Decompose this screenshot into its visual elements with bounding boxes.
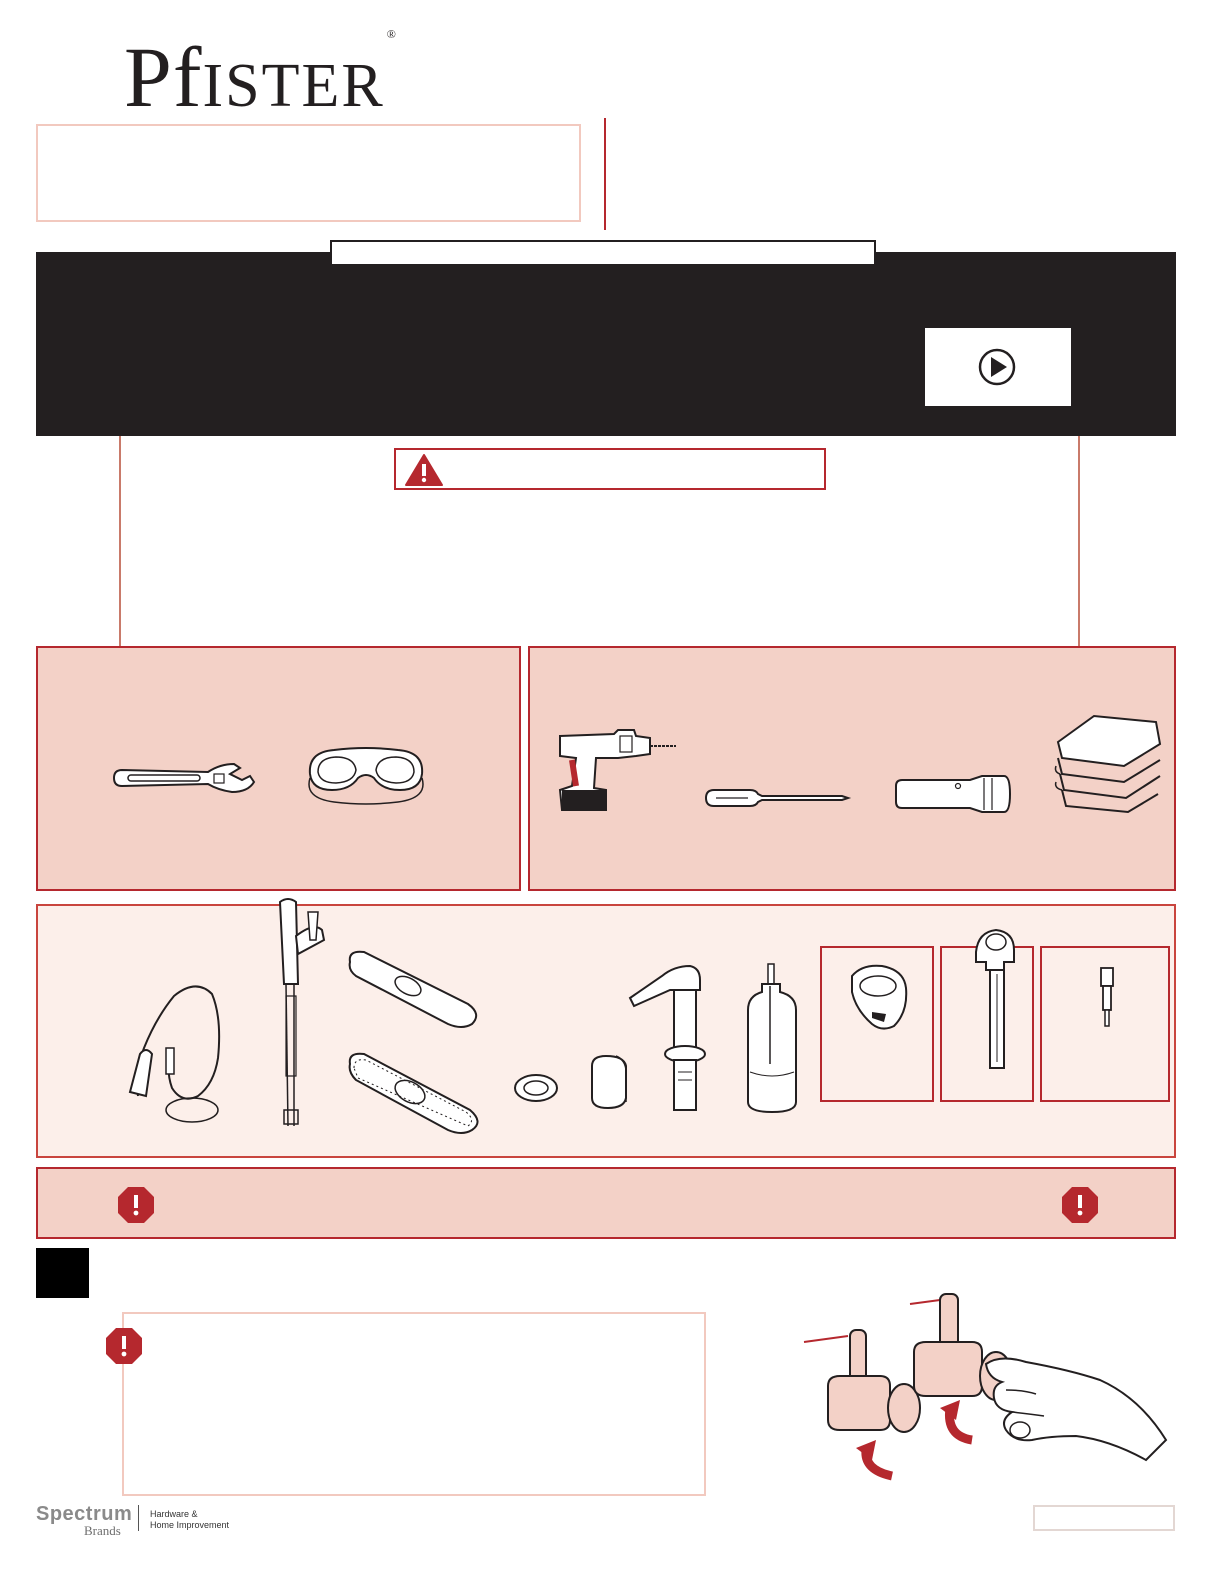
deck-plate-icon: [344, 948, 484, 1032]
tool-box-hose-clip: [940, 946, 1034, 1102]
notice-bar: [36, 1167, 1176, 1239]
document-code-box: [1033, 1505, 1175, 1531]
registered-mark: ®: [386, 27, 397, 41]
faucet-body-icon: [270, 896, 326, 1134]
title-tab: [330, 240, 876, 266]
step-number-box: [36, 1248, 89, 1298]
mounting-washer-icon: [512, 1072, 560, 1104]
exclamation-octagon-icon-right: [1060, 1185, 1100, 1225]
plastic-nut-wrench-icon: [842, 962, 914, 1034]
footer-division-line1: Hardware &: [150, 1509, 198, 1519]
drill-bit-adapter-icon: [1096, 966, 1118, 1030]
logo-text-small: ISTER: [202, 52, 385, 120]
footer-company: Spectrum: [36, 1503, 133, 1525]
sprayer-hose-icon: [126, 978, 226, 1128]
warning-triangle-icon: [404, 453, 444, 487]
spectrum-brands-logo: [36, 1503, 236, 1538]
power-drill-icon: [554, 728, 680, 814]
video-button[interactable]: [925, 328, 1071, 406]
footer-divider: [138, 1505, 139, 1531]
tool-box-bit-adapter: [1040, 946, 1170, 1102]
tools-required-panel: [36, 646, 521, 891]
screwdriver-icon: [702, 786, 852, 810]
header-divider-line: [604, 118, 606, 230]
parts-panel: [36, 904, 1176, 1158]
model-number-box: [36, 124, 581, 222]
exclamation-octagon-icon-left: [116, 1185, 156, 1225]
warning-box: [394, 448, 826, 490]
safety-goggles-icon: [304, 744, 429, 806]
frame-line-left: [119, 436, 121, 646]
flashlight-icon: [892, 774, 1014, 814]
logo-text-big: Pf: [124, 29, 203, 125]
footer-division: [150, 1509, 229, 1531]
exclamation-octagon-icon-step: [104, 1326, 144, 1366]
adjustable-wrench-icon: [110, 758, 260, 798]
frame-line-right: [1078, 436, 1080, 646]
pfister-logo: [124, 27, 397, 125]
footer-company-sub: Brands: [84, 1523, 121, 1538]
tool-box-nut-wrench: [820, 946, 934, 1102]
soap-dispenser-pump-icon: [626, 962, 706, 1116]
tools-recommended-panel: [528, 646, 1176, 891]
step-note-box: [122, 1312, 706, 1496]
deck-gasket-icon: [344, 1050, 484, 1140]
footer-division-line2: Home Improvement: [150, 1520, 230, 1530]
play-icon: [925, 328, 1071, 406]
soap-bottle-icon: [742, 962, 802, 1116]
installation-tool-icon: [956, 922, 1026, 1072]
towels-icon: [1054, 712, 1164, 814]
shutoff-valves-illustration: [800, 1290, 1180, 1500]
